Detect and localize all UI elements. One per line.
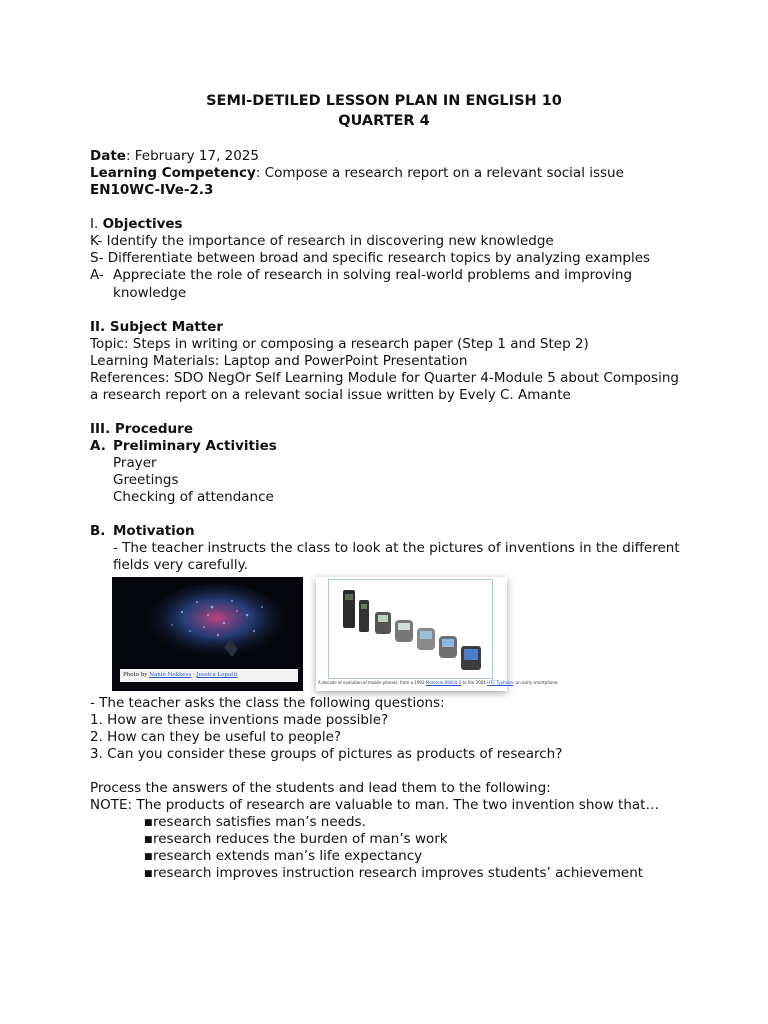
procedure-heading: III. Procedure — [90, 421, 193, 437]
competency-code: EN10WC-IVe-2.3 — [90, 182, 214, 198]
objective-skill: S- Differentiate between broad and specific research topics by analyzing examples — [90, 250, 651, 266]
process-instruction: Process the answers of the students and lead them to the following: — [90, 780, 551, 796]
objective-knowledge: K- Identify the importance of research in discovering new knowledge — [90, 233, 554, 249]
motivation-line2: fields very carefully. — [113, 557, 248, 573]
image2-link-motorola[interactable]: Motorola 8900X-2 — [425, 680, 462, 685]
question-item: 3. Can you consider these groups of pictures as products of research? — [90, 746, 563, 762]
subject-topic: Topic: Steps in writing or composing a research paper (Step 1 and Step 2) — [90, 336, 589, 352]
date-label: Date — [90, 148, 126, 164]
objectives-numeral: I. — [90, 216, 103, 232]
mobile-phones-graphic — [329, 580, 492, 678]
subject-matter-heading: II. Subject Matter — [90, 319, 224, 335]
bullet-icon: ■ — [144, 835, 153, 845]
image1-caption — [120, 669, 298, 682]
phones-photo-frame — [328, 579, 493, 679]
date-value: : February 17, 2025 — [125, 148, 260, 164]
subject-references-line1: References: SDO NegOr Self Learning Module for Quarter 4-Module 5 about Composing — [90, 370, 679, 386]
note-bullet — [144, 831, 448, 849]
image1-author-link[interactable]: Nanie Nokkess — [149, 672, 192, 678]
note-bullet-text: research reduces the burden of man’s work — [153, 831, 448, 847]
question-item: 2. How can they be useful to people? — [90, 729, 342, 745]
subject-references-line2: a research report on a relevant social issue written by Evely C. Amante — [90, 387, 571, 403]
image2-caption-part1: A decade of evolution of mobile phones, from a 1992 — [318, 680, 426, 685]
motivation-heading: Motivation — [113, 523, 195, 539]
objectives-heading — [90, 216, 183, 233]
note-bullet-text: research extends man’s life expectancy — [153, 848, 423, 864]
preliminary-item: Greetings — [113, 472, 179, 488]
image2-caption-part2: to the 2004 — [461, 680, 488, 685]
motivation-line1: - The teacher instructs the class to look at the pictures of inventions in the different — [113, 540, 680, 556]
question-item: 1. How are these inventions made possible? — [90, 712, 389, 728]
image1-caption-separator: · — [191, 672, 197, 678]
image2-link-htc[interactable]: HTC Typhoon — [487, 680, 514, 685]
bullet-icon: ■ — [144, 852, 153, 862]
objective-attitude-line1: Appreciate the role of research in solving real-world problems and improving — [113, 267, 633, 283]
image2-caption-part3: , an early smartphone. — [513, 680, 559, 685]
bullet-icon: ■ — [144, 818, 153, 828]
invention-image-lightbulb — [112, 577, 303, 691]
invention-image-phones — [316, 577, 559, 691]
objectives-label: Objectives — [102, 216, 183, 232]
quarter-title: QUARTER 4 — [338, 113, 430, 129]
competency-label: Learning Competency — [90, 165, 256, 181]
note-bullet — [144, 865, 643, 883]
teacher-asks: - The teacher asks the class the following questions: — [90, 695, 445, 711]
image1-caption-prefix: Photo by — [123, 672, 150, 678]
note-bullet-text: research improves instruction research improves students’ achievement — [153, 865, 644, 881]
image2-caption — [318, 680, 559, 685]
objective-attitude-line2: knowledge — [113, 285, 187, 301]
motivation-letter: B. — [90, 523, 106, 539]
preliminary-item: Checking of attendance — [113, 489, 274, 505]
date-line — [90, 148, 259, 165]
competency-line — [90, 165, 624, 182]
preliminary-heading: Preliminary Activities — [113, 438, 277, 454]
glowing-tree-graphic — [142, 587, 292, 667]
note-bullet — [144, 814, 366, 832]
note-bullet — [144, 848, 422, 866]
bullet-icon: ■ — [144, 869, 153, 879]
note-bullet-text: research satisfies man’s needs. — [153, 814, 366, 830]
preliminary-item: Prayer — [113, 455, 157, 471]
objective-attitude-prefix: A- — [90, 267, 104, 283]
subject-materials: Learning Materials: Laptop and PowerPoint Presentation — [90, 353, 468, 369]
image1-source-link[interactable]: Jessica Lopatti — [196, 672, 238, 678]
document-title: SEMI-DETILED LESSON PLAN IN ENGLISH 10 — [206, 93, 562, 109]
note-line: NOTE: The products of research are valuable to man. The two invention show that… — [90, 797, 659, 813]
competency-value: : Compose a research report on a relevant social issue — [255, 165, 624, 181]
preliminary-letter: A. — [90, 438, 106, 454]
